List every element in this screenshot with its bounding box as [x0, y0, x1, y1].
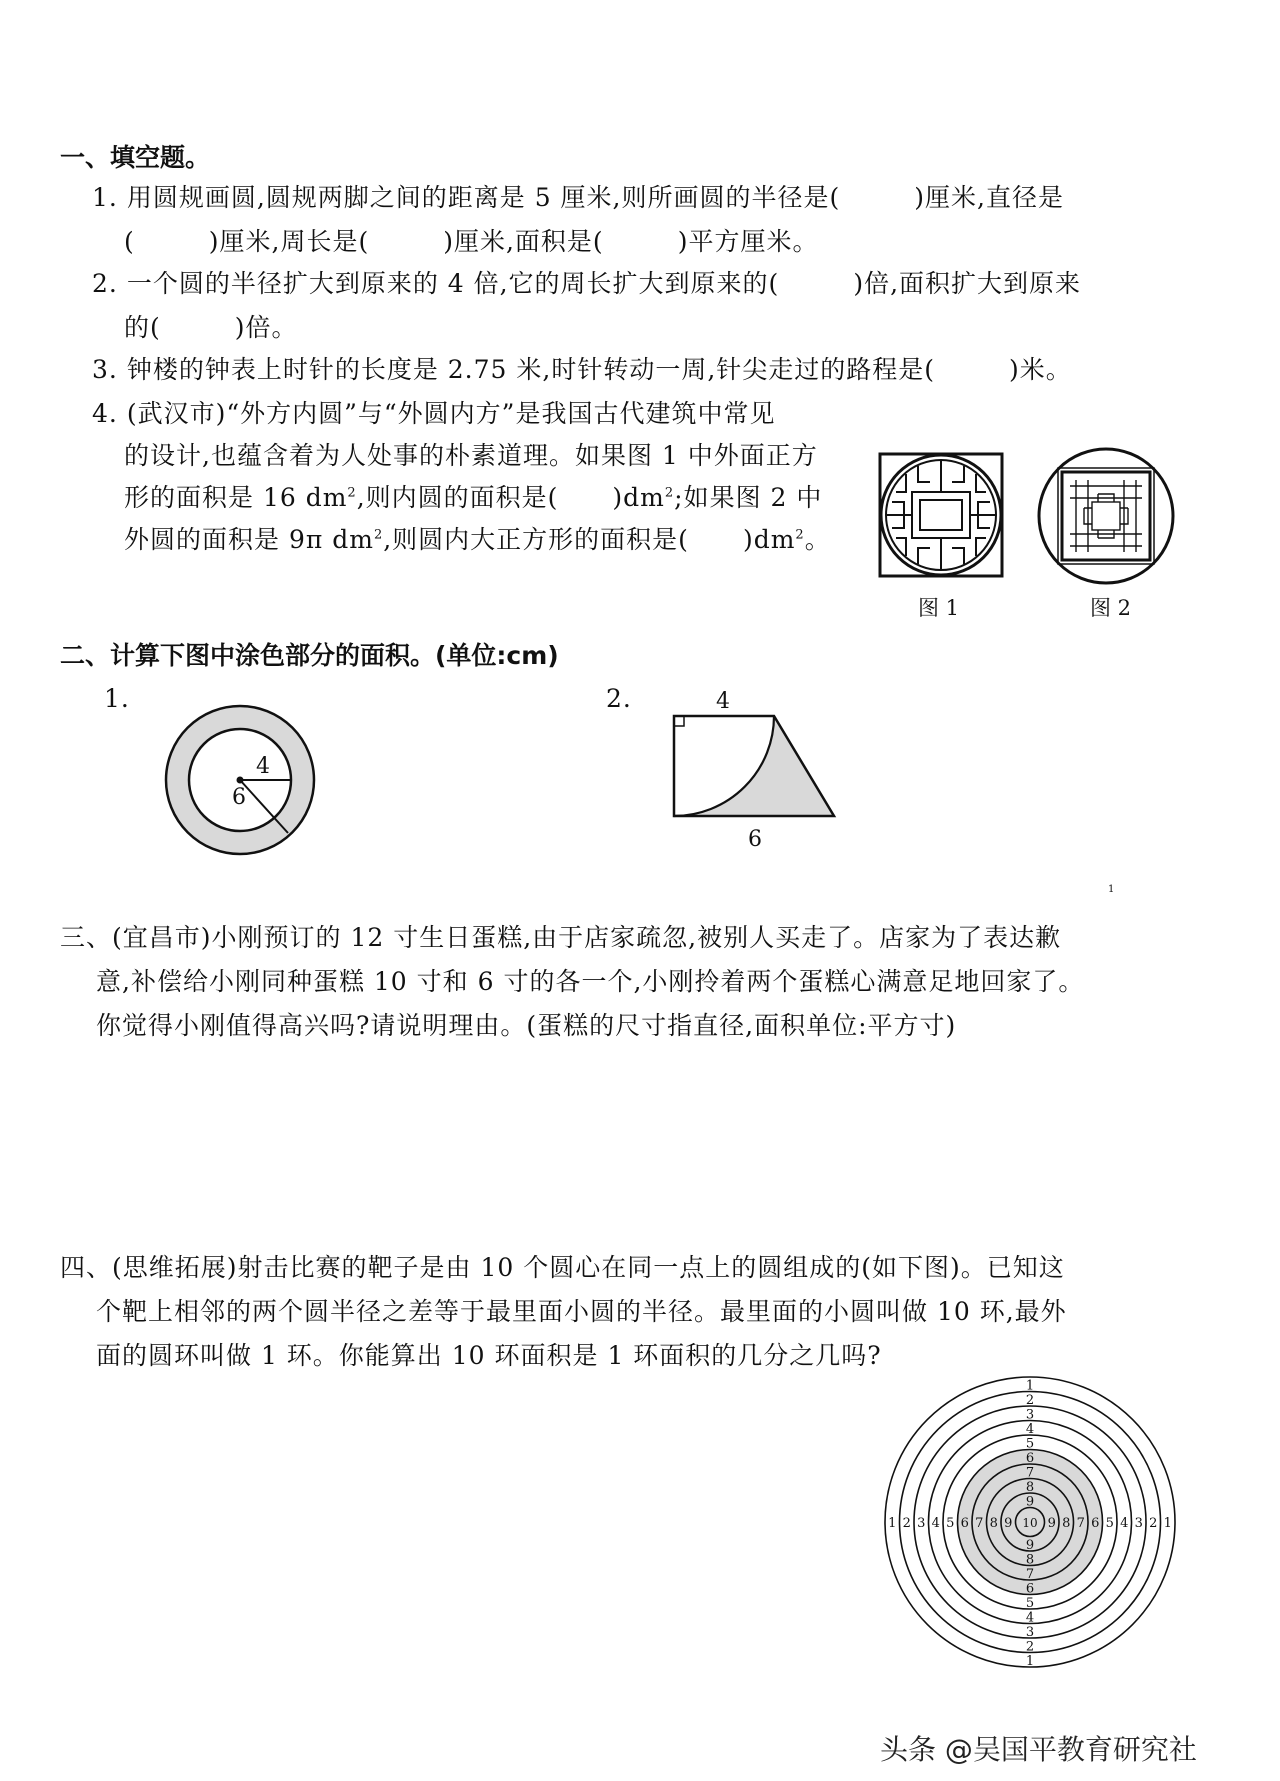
ring-label: 7: [975, 1516, 984, 1531]
ring-label: 9: [1025, 1494, 1035, 1510]
ring-label: 3: [917, 1516, 926, 1531]
ring-label: 10: [1022, 1516, 1038, 1530]
question-4-line-3: [124, 478, 822, 514]
question-4-text: (武汉市)“外方内圆”与“外圆内方”是我国古代建筑中常见: [126, 399, 776, 428]
ring-label: 1: [1163, 1516, 1172, 1531]
ring-label: 3: [1134, 1516, 1143, 1531]
question-1-text: )厘米,直径是: [914, 183, 1064, 212]
outer-radius-label: 6: [232, 785, 246, 810]
ring-label: 1: [888, 1516, 897, 1531]
top-side-label: 4: [716, 690, 730, 714]
ring-label: 6: [960, 1516, 969, 1531]
ring-label: 4: [1025, 1610, 1035, 1626]
question-1-number: 1.: [92, 183, 118, 212]
question-4-line-2: 的设计,也蕴含着为人处事的朴素道理。如果图 1 中外面正方: [124, 441, 818, 470]
ring-label: 5: [1025, 1436, 1035, 1452]
ring-label: 4: [1025, 1421, 1035, 1437]
trapezoid-figure: [660, 690, 840, 860]
figure-2-label: 图 2: [1090, 596, 1132, 620]
figure-1-label: 图 1: [918, 596, 960, 620]
question-4-text: ;如果图 2 中: [674, 483, 823, 512]
section-2-title: 二、计算下图中涂色部分的面积。(单位:cm): [60, 641, 559, 670]
ring-label: 6: [1025, 1581, 1035, 1597]
question-4-text: )dm: [742, 525, 796, 554]
question-4-text: 外圆的面积是 9π dm: [124, 525, 374, 554]
ring-label: 1: [1025, 1653, 1035, 1669]
ring-label: 8: [1025, 1552, 1035, 1568]
ring-label: 9: [1047, 1516, 1056, 1531]
ring-label: 2: [902, 1516, 911, 1531]
ring-label: 7: [1025, 1465, 1035, 1481]
superscript: 2: [795, 527, 805, 543]
question-1-text: (: [124, 227, 135, 256]
question-1-text: )平方厘米。: [677, 227, 819, 256]
ring-label: 7: [1025, 1566, 1035, 1582]
shooting-target-figure: [880, 1372, 1180, 1672]
question-1-text: )厘米,面积是(: [443, 227, 604, 256]
question-1-line-1: [92, 178, 1064, 214]
question-4-text: 。: [804, 525, 831, 554]
question-3-text: 钟楼的钟表上时针的长度是 2.75 米,时针转动一周,针尖走过的路程是(: [126, 355, 936, 384]
section-4-line-1: 四、(思维拓展)射击比赛的靶子是由 10 个圆心在同一点上的圆组成的(如下图)。已知这: [60, 1253, 1065, 1282]
question-4-line-1: [92, 394, 775, 430]
superscript: 2: [664, 485, 675, 501]
question-3-number: 3.: [92, 355, 118, 384]
question-4-text: )dm: [612, 483, 665, 512]
ring-label: 8: [1025, 1479, 1035, 1495]
section-3-line-3: 你觉得小刚值得高兴吗?请说明理由。(蛋糕的尺寸指直径,面积单位:平方寸): [96, 1011, 957, 1040]
question-1-text: 用圆规画圆,圆规两脚之间的距离是 5 厘米,则所画圆的半径是(: [126, 183, 841, 212]
section-4-line-2: 个靶上相邻的两个圆半径之差等于最里面小圆的半径。最里面的小圆叫做 10 环,最外: [96, 1297, 1067, 1326]
ring-label: 5: [1025, 1595, 1035, 1611]
question-2-text: 一个圆的半径扩大到原来的 4 倍,它的周长扩大到原来的(: [126, 269, 780, 298]
question-4-text: ,则圆内大正方形的面积是(: [383, 525, 689, 554]
section-3-line-1: 三、(宜昌市)小刚预订的 12 寸生日蛋糕,由于店家疏忽,被别人买走了。店家为了表达歉: [60, 923, 1062, 952]
ring-label: 8: [989, 1516, 998, 1531]
question-4-text: ,则内圆的面积是(: [356, 483, 559, 512]
ring-label: 6: [1091, 1516, 1100, 1531]
ring-label: 1: [1025, 1378, 1035, 1394]
ring-label: 3: [1025, 1624, 1035, 1640]
ring-label: 2: [1025, 1392, 1035, 1408]
annulus-figure: [160, 700, 320, 860]
problem-2-number: 2.: [606, 684, 632, 713]
question-4-line-4: [124, 520, 831, 556]
superscript: 2: [373, 527, 384, 543]
question-2-line-2: [124, 308, 298, 344]
question-4-number: 4.: [92, 399, 118, 428]
question-2-line-1: [92, 264, 1081, 300]
question-3-line: [92, 350, 1072, 386]
question-3-text: )米。: [1009, 355, 1072, 384]
section-3-line-2: 意,补偿给小刚同种蛋糕 10 寸和 6 寸的各一个,小刚拎着两个蛋糕心满意足地回家了。: [96, 967, 1085, 996]
ring-label: 5: [1105, 1516, 1114, 1531]
ring-label: 4: [1120, 1516, 1129, 1531]
problem-1-number: 1.: [104, 684, 130, 713]
ring-label: 9: [1004, 1516, 1013, 1531]
ring-label: 4: [931, 1516, 940, 1531]
question-2-text: )倍。: [234, 313, 298, 342]
question-2-text: )倍,面积扩大到原来: [853, 269, 1082, 298]
question-2-number: 2.: [92, 269, 118, 298]
question-1-line-2: [124, 222, 818, 258]
ring-label: 2: [1149, 1516, 1158, 1531]
section-4-line-3: 面的圆环叫做 1 环。你能算出 10 环面积是 1 环面积的几分之几吗?: [96, 1341, 882, 1370]
question-1-text: )厘米,周长是(: [208, 227, 370, 256]
bottom-side-label: 6: [748, 827, 762, 852]
inner-radius-label: 4: [256, 754, 270, 779]
ring-label: 6: [1025, 1450, 1035, 1466]
ring-label: 8: [1062, 1516, 1071, 1531]
superscript: 2: [347, 485, 357, 501]
watermark: 头条 @吴国平教育研究社: [880, 1733, 1197, 1766]
ring-label: 9: [1025, 1537, 1035, 1553]
ring-label: 7: [1076, 1516, 1085, 1531]
section-1-title: 一、填空题。: [60, 143, 211, 172]
ring-label: 5: [946, 1516, 955, 1531]
figure-2-circle-square: [1036, 446, 1176, 586]
question-4-text: 形的面积是 16 dm: [124, 483, 348, 512]
ring-label: 2: [1025, 1639, 1035, 1655]
figure-1-square-circle: [878, 452, 1004, 578]
question-2-text: 的(: [124, 313, 161, 342]
ring-label: 3: [1025, 1407, 1035, 1423]
page-mark: 1: [1108, 884, 1115, 895]
